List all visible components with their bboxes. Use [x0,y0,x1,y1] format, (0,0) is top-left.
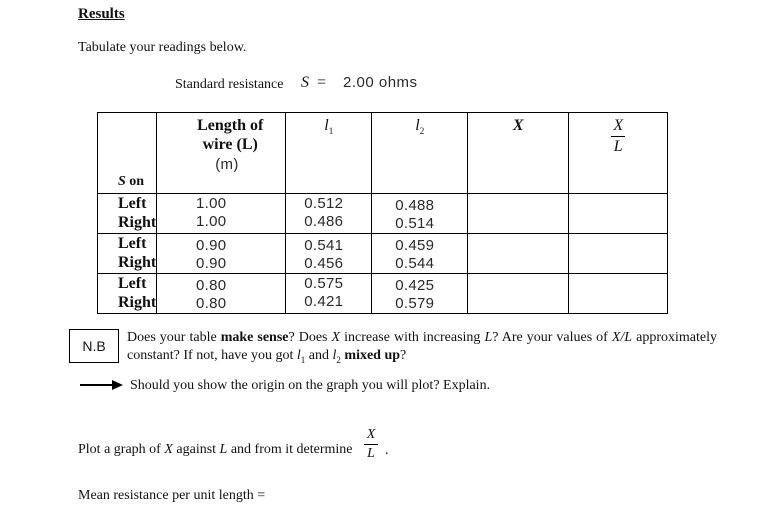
nb-bold-make-sense: make sense [220,330,289,345]
x-cell [468,194,569,234]
length-value: 0.90 [196,237,227,254]
nb-text: Does your table make sense? Does X increase with increasing L? Are your values of X/L approximately constant? If not, have you got $l_1$ and $l_2$ mixed up? [127,330,717,365]
fraction-numerator: X [366,427,376,442]
instruction-text: Tabulate your readings below. [78,40,247,55]
s-on-left: Left [118,275,147,292]
l1-value: 0.421 [304,293,344,310]
x-over-l-fraction [611,117,625,156]
l2-value: 0.514 [395,215,435,232]
l2-cell [372,274,468,314]
length-value: 1.00 [196,213,227,230]
fraction-denominator: L [613,138,623,155]
length-cell [157,234,286,274]
nb-bold-mixed-up: mixed up [344,348,401,363]
standard-resistance-value: 2.00 ohms [343,74,418,91]
length-value: 0.90 [196,255,227,272]
l1-label: $l_1$ [324,117,334,137]
table-row [98,194,668,234]
l1-value: 0.456 [304,255,344,272]
length-value: 1.00 [196,195,227,212]
s-on-right: Right [118,294,157,311]
fraction-bar [611,136,625,137]
l2-value: 0.544 [395,255,435,272]
l2-value: 0.459 [395,237,435,254]
x-over-l-cell [569,234,668,274]
nb-box [69,329,119,363]
x-label: X [512,117,524,134]
l1-cell [286,274,372,314]
l1-cell [286,234,372,274]
header-x-over-l [569,113,668,194]
l1-value: 0.575 [304,275,344,292]
l2-value: 0.579 [395,295,435,312]
l1-value: 0.512 [304,195,344,212]
l1-cell [286,194,372,234]
header-s-on [98,113,157,194]
l2-cell [372,234,468,274]
period: . [385,443,389,458]
x-cell [468,274,569,314]
nb-label: N.B [82,338,106,354]
l2-value: 0.425 [395,277,435,294]
x-over-l-cell [569,194,668,234]
s-on-right: Right [118,254,157,271]
standard-resistance-symbol: S [301,74,309,91]
fraction-denominator: L [367,446,375,461]
fraction-bar [364,444,378,445]
mean-resistance-label: Mean resistance per unit length = [78,488,266,503]
table-row [98,274,668,314]
length-value: 0.80 [196,295,227,312]
length-cell [157,274,286,314]
origin-question: Should you show the origin on the graph you will plot? Explain. [130,378,491,393]
l2-label: $l_2$ [415,117,425,137]
results-heading: Results [78,6,125,22]
on-label: on [129,174,145,189]
equals-sign: = [317,74,327,91]
length-cell [157,194,286,234]
s-on-left: Left [118,195,147,212]
results-table [97,112,668,314]
x-cell [468,234,569,274]
fraction-numerator: X [613,117,624,134]
l1-value: 0.486 [304,213,344,230]
x-over-l-cell [569,274,668,314]
x-over-l-fraction [364,427,378,462]
arrow-right-icon [80,379,124,391]
header-x [468,113,569,194]
length-unit: (m) [215,156,239,173]
l1-value: 0.541 [304,237,344,254]
s-on-right: Right [118,214,157,231]
header-length [157,113,286,194]
length-label: Length of wire (L) [197,117,264,153]
length-value: 0.80 [196,277,227,294]
table-row [98,234,668,274]
standard-resistance-label: Standard resistance [175,77,284,92]
header-l2 [372,113,468,194]
header-l1 [286,113,372,194]
l2-cell [372,194,468,234]
s-on-left: Left [118,235,147,252]
plot-instruction: Plot a graph of X against L and from it determine [78,442,353,457]
table-header-row [98,113,668,194]
l2-value: 0.488 [395,197,435,214]
s-symbol: S [118,174,126,189]
